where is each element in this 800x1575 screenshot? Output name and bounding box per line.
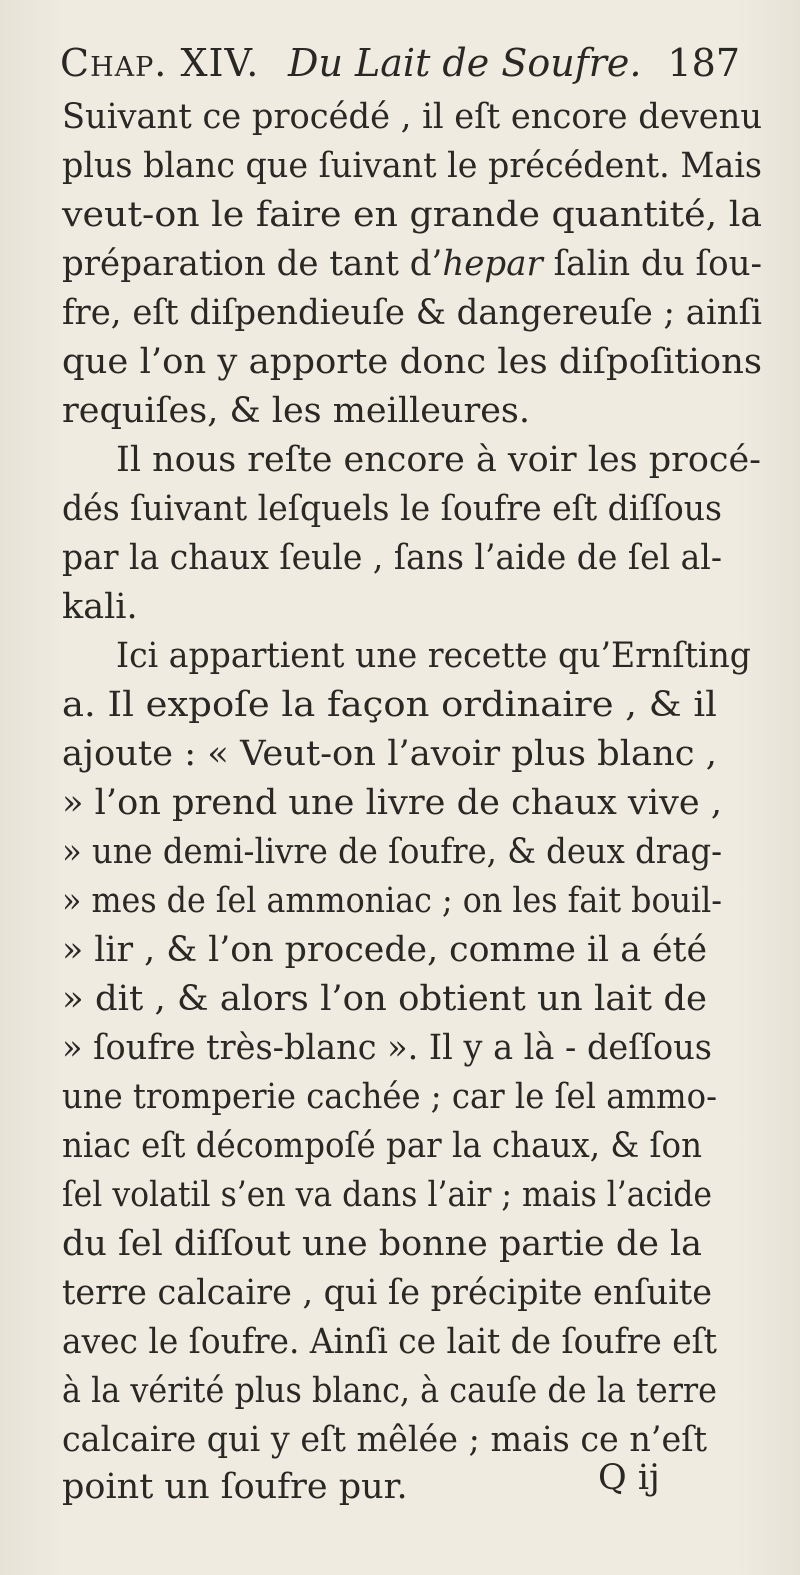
text-line: requiſes, & les meilleures. — [62, 391, 531, 431]
text-line: plus blanc que ſuivant le précédent. Mais — [62, 146, 762, 186]
text-line: terre calcaire , qui ſe précipite enſuite — [62, 1273, 712, 1313]
text-line: fre, eſt diſpendieuſe & dangereuſe ; ainſi — [62, 293, 762, 333]
text-line: niac eſt décompoſé par la chaux, & ſon — [62, 1126, 702, 1166]
text-line: » mes de ſel ammoniac ; on les fait bouil- — [62, 881, 722, 921]
text-line: » une demi-livre de ſoufre, & deux drag- — [62, 832, 722, 872]
signature-mark: Q ij — [598, 1458, 660, 1498]
text-line: » lir , & l’on procede, comme il a été — [62, 930, 707, 970]
text-line: a. Il expoſe la façon ordinaire , & il — [62, 685, 717, 725]
text-line: Il nous reſte encore à voir les procé- — [116, 440, 761, 480]
text-line: par la chaux ſeule , ſans l’aide de ſel al- — [62, 538, 722, 578]
text-line: Ici appartient une recette qu’Ernſting — [116, 636, 751, 676]
text-line: ajoute : « Veut-on l’avoir plus blanc , — [62, 734, 717, 774]
text-line: point un ſoufre pur. — [62, 1467, 408, 1507]
text-line: une tromperie cachée ; car le ſel ammo- — [62, 1077, 717, 1117]
text-line: calcaire qui y eſt mêlée ; mais ce n’eſt — [62, 1420, 707, 1460]
page-number: 187 — [667, 41, 740, 85]
text-line: » dit , & alors l’on obtient un lait de — [62, 979, 707, 1019]
text-line: Suivant ce procédé , il eſt encore devenu — [62, 97, 762, 137]
chapter-label: Chap. XIV. — [60, 41, 260, 85]
text-line: préparation de tant d’hepar ſalin du ſou- — [62, 244, 762, 284]
text-line: veut-on le faire en grande quantité, la — [62, 195, 762, 235]
chapter-title: Du Lait de Soufre. — [288, 41, 642, 85]
running-header — [60, 38, 760, 88]
text-line: ſel volatil s’en va dans l’air ; mais l’acide — [62, 1175, 712, 1215]
text-line: du ſel diſſout une bonne partie de la — [62, 1224, 702, 1264]
text-line: kali. — [62, 587, 138, 627]
text-line: que l’on y apporte donc les diſpoſitions — [62, 342, 762, 382]
text-line: à la vérité plus blanc, à cauſe de la terre — [62, 1371, 717, 1411]
text-line: » ſoufre très-blanc ». Il y a là - deſſous — [62, 1028, 712, 1068]
text-line: dés ſuivant leſquels le ſoufre eſt diſſous — [62, 489, 722, 529]
text-line: avec le ſoufre. Ainſi ce lait de ſoufre eſt — [62, 1322, 717, 1362]
text-line: » l’on prend une livre de chaux vive , — [62, 783, 723, 823]
